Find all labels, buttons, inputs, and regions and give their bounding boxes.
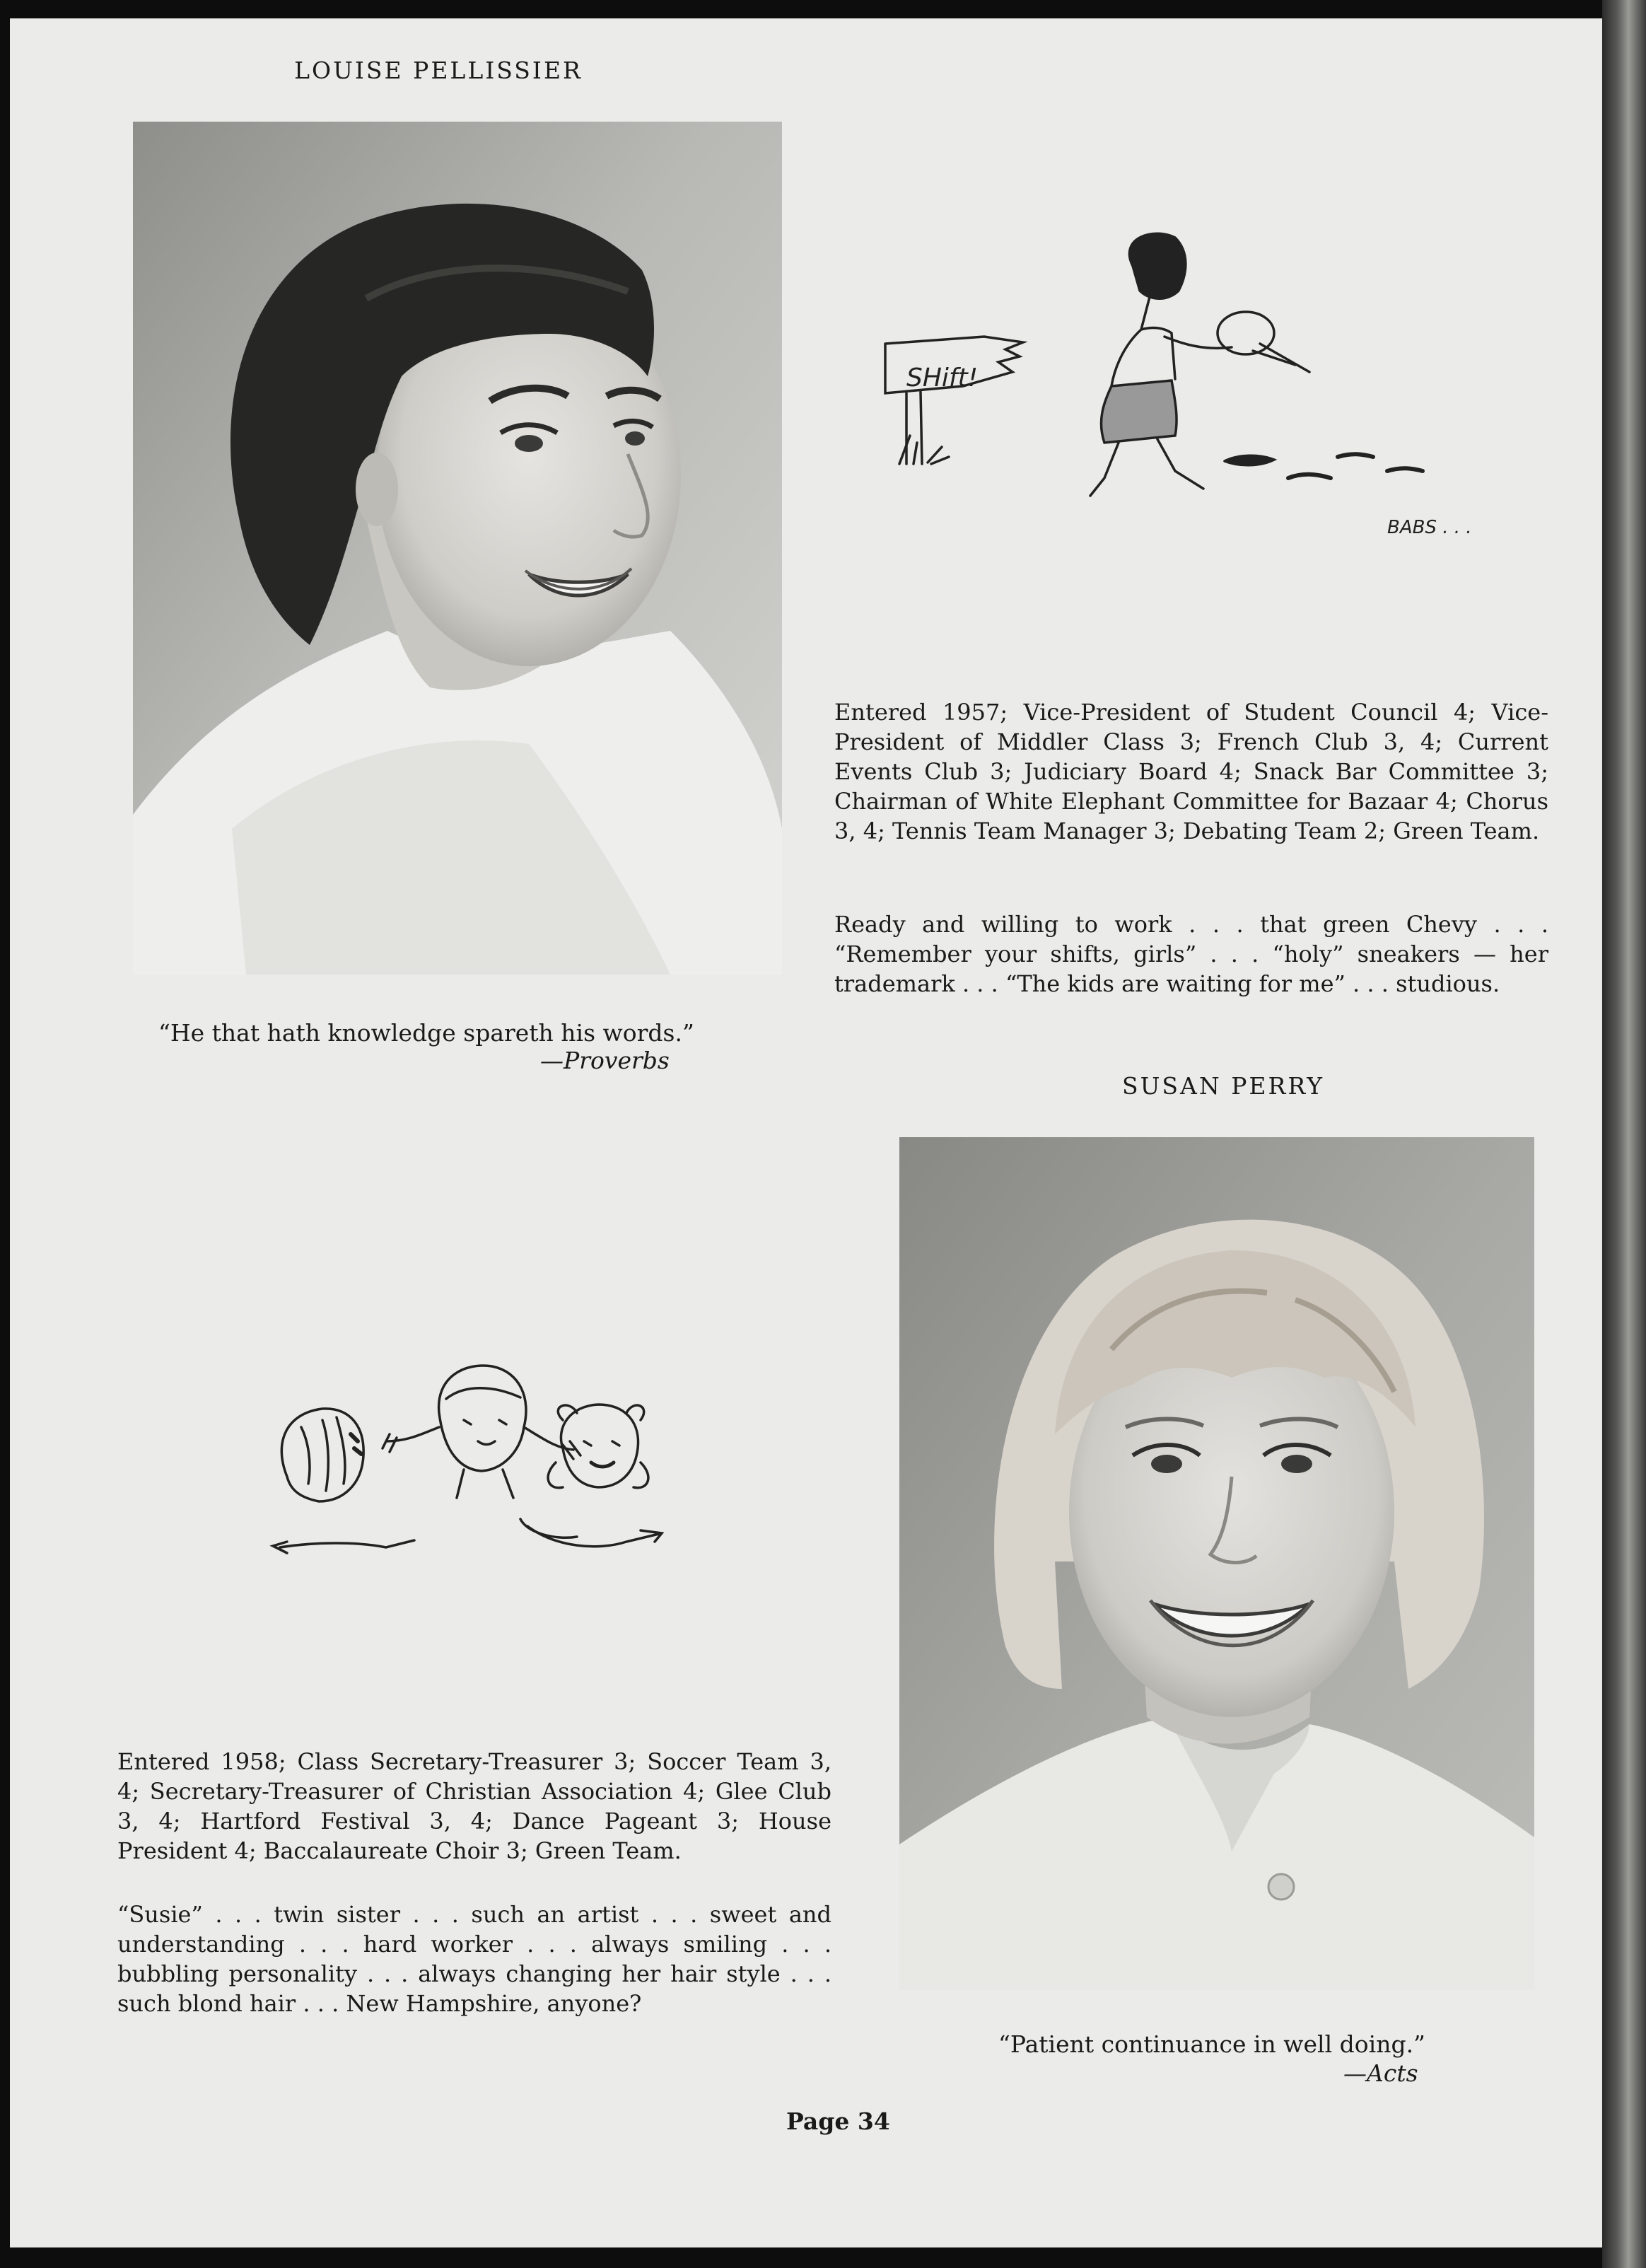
description-louise: Ready and willing to work . . . that green Chevy . . . “Remember your shifts, girls” . . . “holy” sneakers — her trademark . . . “The kids are waiting for me” . . . studious.: [834, 911, 1548, 997]
sketch-caption: BABS . . .: [1387, 517, 1472, 538]
activities-susan: Entered 1958; Class Secretary-Treasurer 3; Soccer Team 3, 4; Secretary-Treasurer of Christian Association 4; Glee Club 3, 4; Hartford Festival 3, 4; Dance Pageant 3; House President 4; Baccalaureate Choir 3; Green Team.: [117, 1748, 831, 1864]
quote-susan: “Patient continuance in well doing.”: [998, 2030, 1425, 2058]
quote-louise: “He that hath knowledge spareth his words.”: [158, 1019, 694, 1047]
profile-name-susan: SUSAN PERRY: [1122, 1072, 1324, 1100]
sketch-drawing: [259, 1356, 768, 1571]
sketch-drawing: [878, 223, 1544, 543]
book-spine: [1602, 0, 1646, 2268]
tennis-girl-sketch: [878, 223, 1544, 543]
quote-source-susan: —Acts: [1343, 2059, 1418, 2087]
description-susan: “Susie” . . . twin sister . . . such an artist . . . sweet and understanding . . . hard worker . . . always smiling . . . bubbling personality . . . always changing her hair style . . . such blond hair . . . New Hampshire, anyone?: [117, 1901, 831, 2017]
three-girls-sketch: [259, 1356, 768, 1571]
sketch-sign-text: SHift!: [906, 364, 979, 392]
portrait-photo-susan: [899, 1137, 1534, 1990]
page-number: Page 34: [786, 2107, 890, 2135]
activities-louise: Entered 1957; Vice-President of Student Council 4; Vice-President of Middler Class 3; French Club 3, 4; Current Events Club 3; Judiciary Board 4; Snack Bar Committee 3; Chairman of White Elephant Committee for Bazaar 4; Chorus 3, 4; Tennis Team Manager 3; Debating Team 2; Green Team.: [834, 699, 1548, 844]
portrait-photo-louise: [133, 122, 782, 975]
portrait-image: [133, 122, 782, 975]
profile-name-louise: LOUISE PELLISSIER: [294, 57, 583, 84]
quote-source-louise: —Proverbs: [540, 1047, 670, 1074]
portrait-image: [899, 1137, 1534, 1990]
